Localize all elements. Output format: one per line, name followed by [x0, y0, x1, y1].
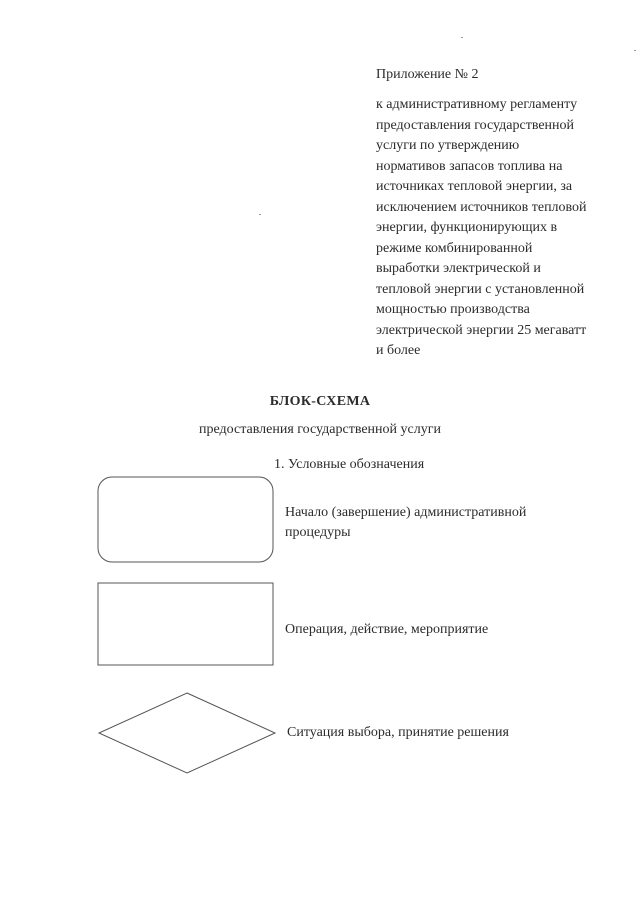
appendix-title: Приложение № 2	[376, 67, 479, 82]
appendix-line: исключением источников тепловой	[376, 199, 587, 215]
appendix-line: предоставления государственной	[376, 117, 575, 133]
appendix-line: мощностью производства	[376, 302, 530, 317]
scan-speck	[461, 37, 463, 38]
document-title: БЛОК-СХЕМА	[269, 394, 371, 409]
scan-speck	[634, 50, 636, 51]
legend-label-start-end-line: процедуры	[285, 525, 351, 540]
appendix-line: к административному регламенту	[376, 97, 578, 112]
appendix-line: режиме комбинированной	[376, 240, 533, 256]
section-heading: 1. Условные обозначения	[274, 457, 425, 472]
scan-speck	[259, 214, 261, 215]
appendix-line: электрической энергии 25 мегаватт	[376, 322, 587, 338]
process-shape	[98, 583, 273, 665]
appendix-line: и более	[376, 343, 421, 358]
appendix-line: выработки электрической и	[376, 261, 541, 276]
appendix-line: нормативов запасов топлива на	[376, 158, 563, 174]
document-subtitle: предоставления государственной услуги	[199, 422, 441, 437]
appendix-line: услуги по утверждению	[376, 138, 520, 153]
legend-label-decision: Ситуация выбора, принятие решения	[287, 725, 509, 740]
legend-label-start-end-line: Начало (завершение) административной	[285, 505, 527, 520]
legend-label-operation: Операция, действие, мероприятие	[285, 622, 489, 637]
appendix-line: тепловой энергии с установленной	[376, 281, 585, 297]
decision-shape	[99, 693, 275, 773]
terminator-shape	[98, 477, 273, 562]
appendix-line: энергии, функционирующих в	[376, 220, 558, 235]
appendix-line: источниках тепловой энергии, за	[376, 179, 573, 194]
legend-label-start-end	[285, 503, 526, 543]
